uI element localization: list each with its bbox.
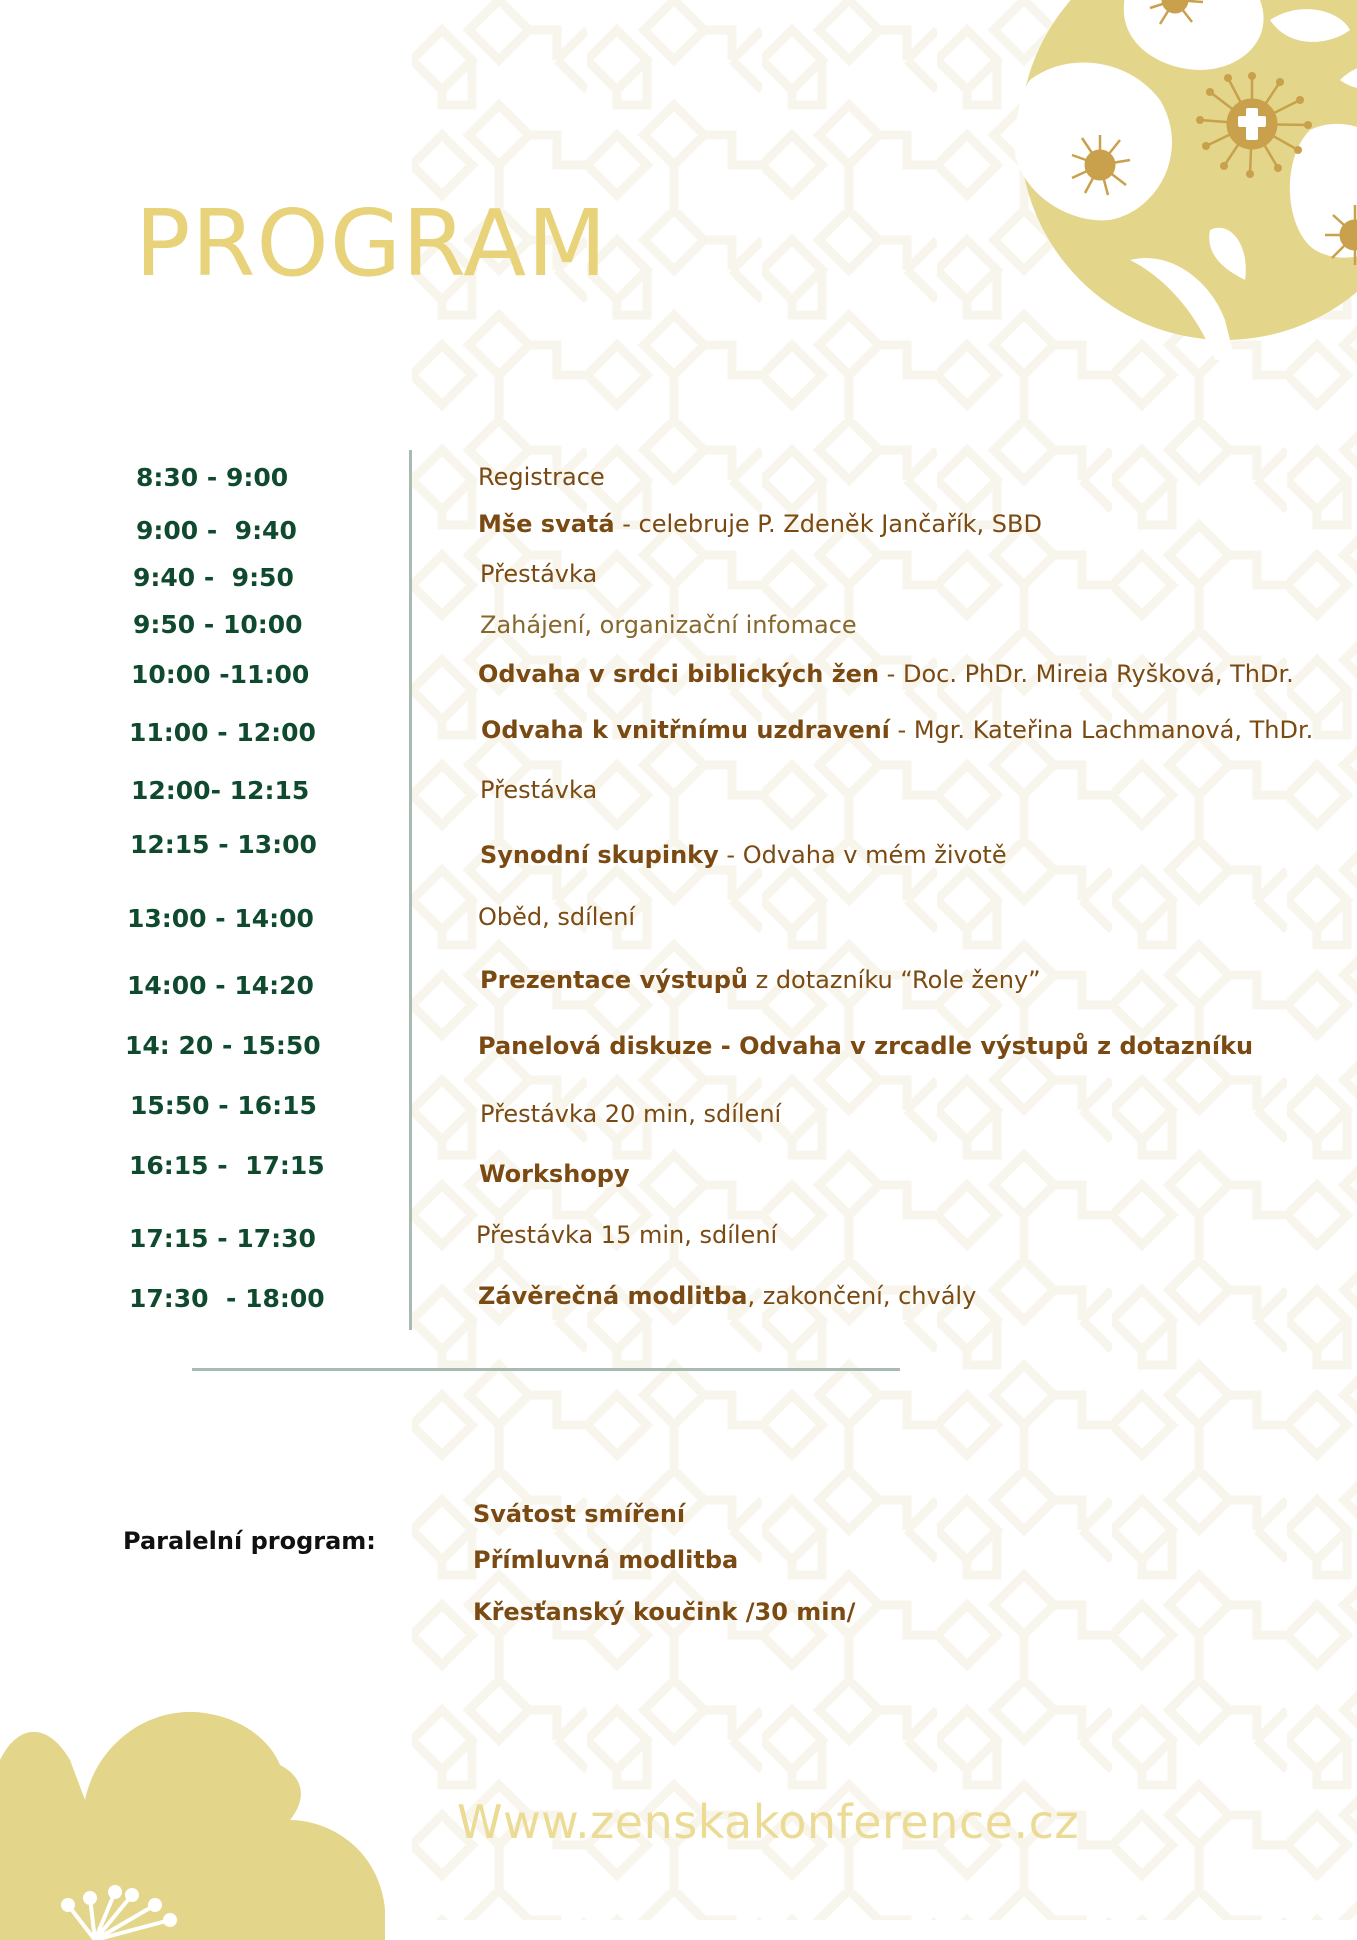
- flower-circle-with-cross-icon: [1010, 0, 1357, 360]
- event-description: [478, 1034, 1253, 1058]
- event-title: Prezentace výstupů: [480, 966, 748, 994]
- event-description: [478, 465, 605, 489]
- event-title: Synodní skupinky: [480, 841, 719, 869]
- event-detail: z dotazníku “Role ženy”: [747, 966, 1041, 994]
- event-description: [480, 1102, 781, 1126]
- parallel-item: Svátost smíření: [473, 1500, 686, 1528]
- parallel-item: Křesťanský koučink /30 min/: [473, 1598, 856, 1626]
- event-detail: Přestávka: [480, 776, 598, 804]
- vertical-divider: [409, 450, 412, 1330]
- event-detail: Přestávka: [480, 560, 598, 588]
- event-description: [478, 905, 635, 929]
- event-detail: - Odvaha v mém životě: [718, 841, 1007, 869]
- event-description: [480, 562, 597, 586]
- event-description: [480, 968, 1041, 992]
- event-detail: Přestávka 20 min, sdílení: [480, 1100, 782, 1128]
- time-slot: 12:00- 12:15: [131, 776, 310, 805]
- time-slot: 15:50 - 16:15: [130, 1091, 317, 1120]
- event-detail: Přestávka 15 min, sdílení: [476, 1221, 778, 1249]
- event-detail: Registrace: [478, 463, 605, 491]
- time-slot: 16:15 - 17:15: [129, 1151, 325, 1180]
- event-detail: Oběd, sdílení: [478, 903, 636, 931]
- time-slot: 9:40 - 9:50: [133, 563, 294, 592]
- event-description: [480, 613, 857, 637]
- time-slot: 8:30 - 9:00: [136, 463, 289, 492]
- time-slot: 12:15 - 13:00: [130, 830, 317, 859]
- event-description: [478, 512, 1042, 536]
- flower-icon: [0, 1700, 400, 1940]
- event-title: Odvaha v srdci biblických žen: [478, 660, 880, 688]
- event-title: Workshopy: [479, 1160, 630, 1188]
- event-description: [480, 778, 597, 802]
- time-slot: 17:30 - 18:00: [129, 1284, 325, 1313]
- time-slot: 14:00 - 14:20: [127, 971, 314, 1000]
- time-slot: 17:15 - 17:30: [129, 1224, 316, 1253]
- event-description: [480, 843, 1007, 867]
- time-slot: 13:00 - 14:00: [127, 904, 314, 933]
- parallel-item: Přímluvná modlitba: [473, 1546, 739, 1574]
- event-detail: - celebruje P. Zdeněk Jančařík, SBD: [614, 510, 1042, 538]
- event-description: [476, 1223, 777, 1247]
- event-description: [478, 662, 1294, 686]
- time-slot: 9:50 - 10:00: [133, 610, 303, 639]
- event-description: [479, 1162, 630, 1186]
- time-slot: 11:00 - 12:00: [129, 718, 316, 747]
- horizontal-divider: [192, 1368, 900, 1371]
- event-title: Panelová diskuze - Odvaha v zrcadle výstupů z dotazníku: [478, 1032, 1254, 1060]
- time-slot: 14: 20 - 15:50: [125, 1031, 321, 1060]
- page-title: PROGRAM: [135, 190, 608, 297]
- event-title: Závěrečná modlitba: [478, 1282, 748, 1310]
- website-link[interactable]: Www.zenskakonference.cz: [457, 1795, 1080, 1849]
- event-description: [478, 1284, 976, 1308]
- event-detail: - Doc. PhDr. Mireia Ryšková, ThDr.: [879, 660, 1294, 688]
- event-detail: - Mgr. Kateřina Lachmanová, ThDr.: [889, 716, 1314, 744]
- event-title: Mše svatá: [478, 510, 615, 538]
- parallel-program-label: Paralelní program:: [123, 1527, 376, 1555]
- event-description: [481, 718, 1313, 742]
- event-detail: , zakončení, chvály: [747, 1282, 977, 1310]
- event-title: Odvaha k vnitřnímu uzdravení: [481, 716, 890, 744]
- time-slot: 9:00 - 9:40: [136, 516, 297, 545]
- event-detail: Zahájení, organizační infomace: [480, 611, 857, 639]
- time-slot: 10:00 -11:00: [131, 660, 310, 689]
